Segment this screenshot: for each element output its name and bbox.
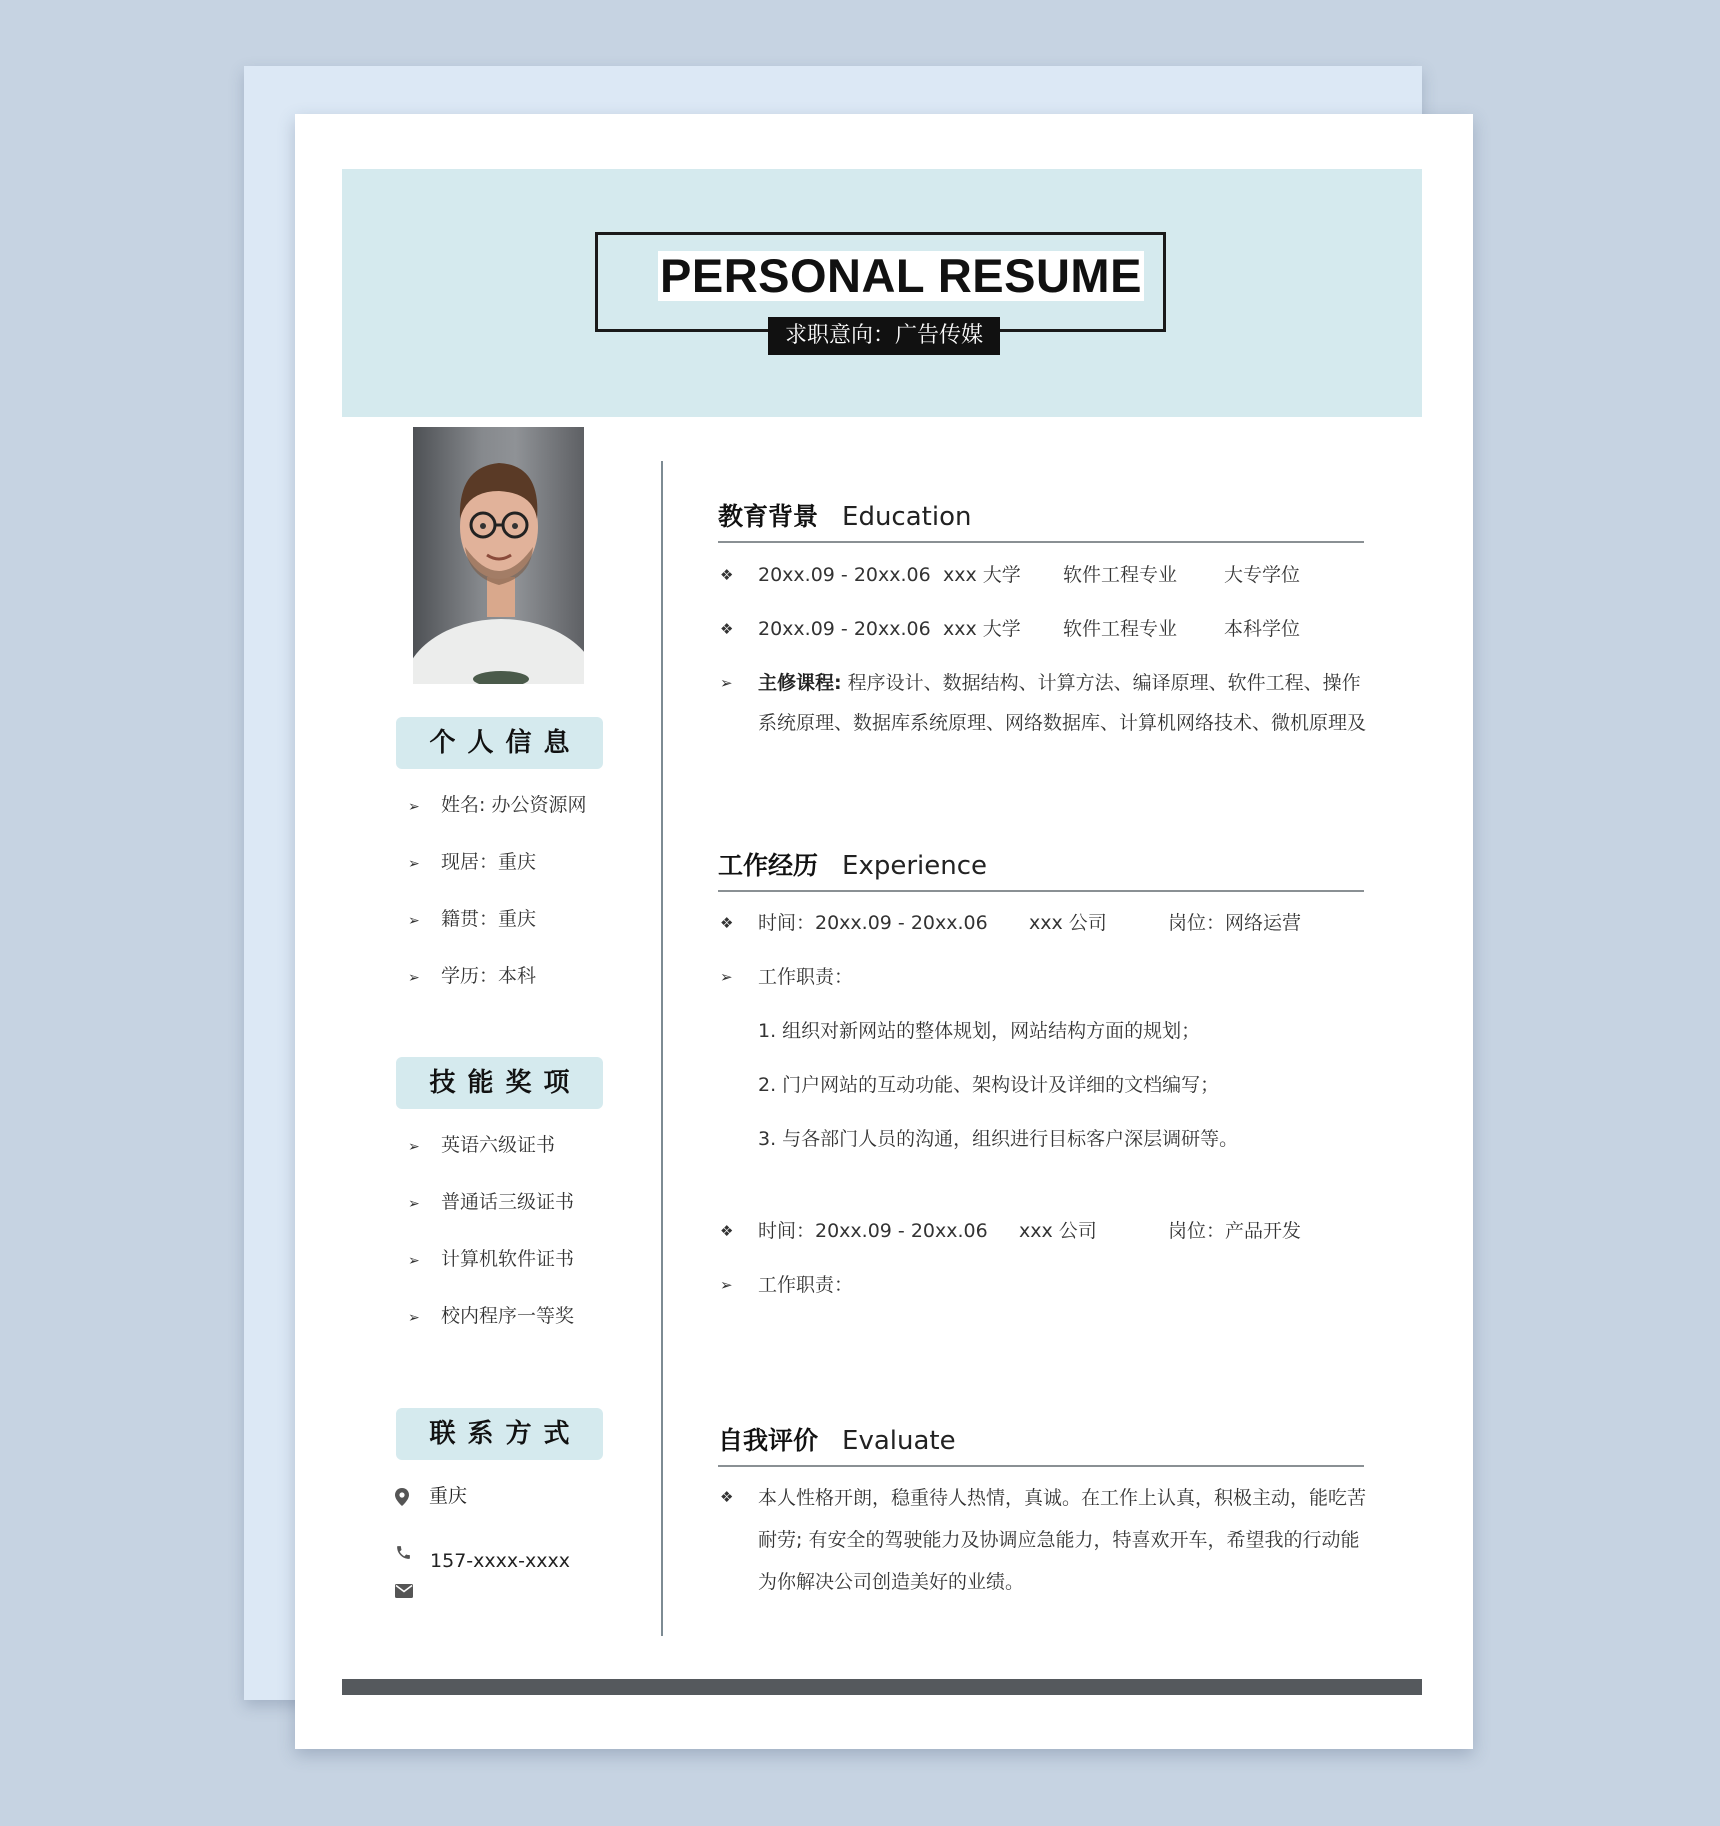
education-degree: 本科学位: [1224, 618, 1301, 640]
evaluation-heading: [718, 1421, 1364, 1467]
job-position: 岗位：产品开发: [1168, 1220, 1302, 1242]
contact-email: [395, 1575, 413, 1605]
education-period: 20xx.09 - 20xx.06: [758, 618, 931, 640]
job-duty-item: 2. 门户网站的互动功能、架构设计及详细的文档编写；: [758, 1074, 1220, 1096]
resume-title: PERSONAL RESUME: [660, 249, 1142, 302]
personal-info-heading: 个人信息: [396, 717, 603, 769]
education-major: 软件工程专业: [1063, 564, 1178, 586]
education-degree: 大专学位: [1224, 564, 1301, 586]
personal-item-name: [408, 790, 586, 820]
skills-heading: 技能奖项: [396, 1057, 603, 1109]
arrow-bullet-icon: ➢: [720, 968, 733, 986]
arrow-icon: ➢: [408, 970, 420, 986]
skill-item-text: 计算机软件证书: [441, 1248, 575, 1270]
phone-icon: [395, 1544, 412, 1561]
education-heading: [718, 497, 1364, 543]
personal-item-text: 现居：重庆: [441, 851, 537, 873]
job-duty-item: 3. 与各部门人员的沟通，组织进行目标客户深层调研等。: [758, 1128, 1239, 1150]
location-pin-icon: [395, 1488, 409, 1506]
personal-item-education: [408, 961, 536, 991]
arrow-bullet-icon: ➢: [720, 1276, 733, 1294]
contact-location: [395, 1481, 467, 1511]
arrow-icon: ➢: [408, 1310, 420, 1326]
portrait-illustration: [413, 427, 584, 684]
skill-item-text: 校内程序一等奖: [441, 1305, 575, 1327]
location-text: 重庆: [429, 1485, 468, 1507]
job-company: xxx 公司: [1029, 912, 1107, 934]
courses-label: 主修课程:: [758, 672, 842, 694]
arrow-icon: ➢: [408, 1196, 420, 1212]
personal-item-text: 学历：本科: [441, 965, 537, 987]
arrow-icon: ➢: [408, 1139, 420, 1155]
email-icon: [395, 1584, 413, 1598]
education-title-cn: 教育背景: [718, 502, 819, 531]
job-position: 岗位：网络运营: [1168, 912, 1302, 934]
evaluation-paragraph: 本人性格开朗，稳重待人热情，真诚。在工作上认真，积极主动，能吃苦耐劳; 有安全的驾驶能力及协调应急能力，特喜欢开车，希望我的行动能为你解决公司创造美好的业绩。: [758, 1487, 1367, 1593]
job-company: xxx 公司: [1019, 1220, 1097, 1242]
courses-paragraph: [758, 663, 1368, 743]
contact-heading: 联系方式: [396, 1408, 603, 1460]
phone-text: 157-xxxx-xxxx: [430, 1550, 570, 1572]
arrow-bullet-icon: ➢: [720, 674, 733, 692]
education-title-en: Education: [842, 502, 972, 532]
column-divider: [661, 461, 663, 1636]
job-time: 时间：20xx.09 - 20xx.06: [758, 912, 988, 934]
diamond-bullet-icon: ❖: [720, 1222, 734, 1240]
evaluation-title-en: Evaluate: [842, 1426, 956, 1456]
personal-item-text: 籍贯：重庆: [441, 908, 537, 930]
evaluation-title-cn: 自我评价: [718, 1426, 819, 1455]
experience-title-cn: 工作经历: [718, 851, 819, 880]
arrow-icon: ➢: [408, 913, 420, 929]
skill-item: [408, 1301, 574, 1331]
skill-item-text: 英语六级证书: [441, 1134, 556, 1156]
header-banner: [342, 169, 1422, 417]
skill-item: [408, 1244, 574, 1274]
education-major: 软件工程专业: [1063, 618, 1178, 640]
skill-item: [408, 1130, 555, 1160]
job-time: 时间：20xx.09 - 20xx.06: [758, 1220, 988, 1242]
education-period: 20xx.09 - 20xx.06: [758, 564, 931, 586]
personal-item-residence: [408, 847, 536, 877]
avatar: [413, 427, 584, 684]
skill-item-text: 普通话三级证书: [441, 1191, 575, 1213]
education-school: xxx 大学: [943, 618, 1021, 640]
footer-bar: [342, 1679, 1422, 1695]
diamond-bullet-icon: ❖: [720, 620, 734, 638]
personal-item-text: 姓名: 办公资源网: [441, 794, 587, 816]
education-school: xxx 大学: [943, 564, 1021, 586]
diamond-bullet-icon: ❖: [720, 1488, 734, 1506]
job-duties-label: 工作职责：: [758, 966, 854, 988]
diamond-bullet-icon: ❖: [720, 914, 734, 932]
courses-text: 程序设计、数据结构、计算方法、编译原理、软件工程、操作系统原理、数据库系统原理、网络数据库、计算机网络技术、微机原理及: [758, 672, 1367, 734]
job-objective: 求职意向：广告传媒: [768, 317, 1000, 355]
job-duty-item: 1. 组织对新网站的整体规划，网站结构方面的规划；: [758, 1020, 1201, 1042]
resume-sheet: [295, 114, 1473, 1749]
diamond-bullet-icon: ❖: [720, 566, 734, 584]
job-duties-label: 工作职责：: [758, 1274, 854, 1296]
title-frame: [595, 232, 1166, 348]
arrow-icon: ➢: [408, 799, 420, 815]
contact-phone: [395, 1540, 570, 1570]
arrow-icon: ➢: [408, 856, 420, 872]
arrow-icon: ➢: [408, 1253, 420, 1269]
personal-item-hometown: [408, 904, 536, 934]
experience-title-en: Experience: [842, 851, 988, 881]
skill-item: [408, 1187, 574, 1217]
experience-heading: [718, 846, 1364, 892]
